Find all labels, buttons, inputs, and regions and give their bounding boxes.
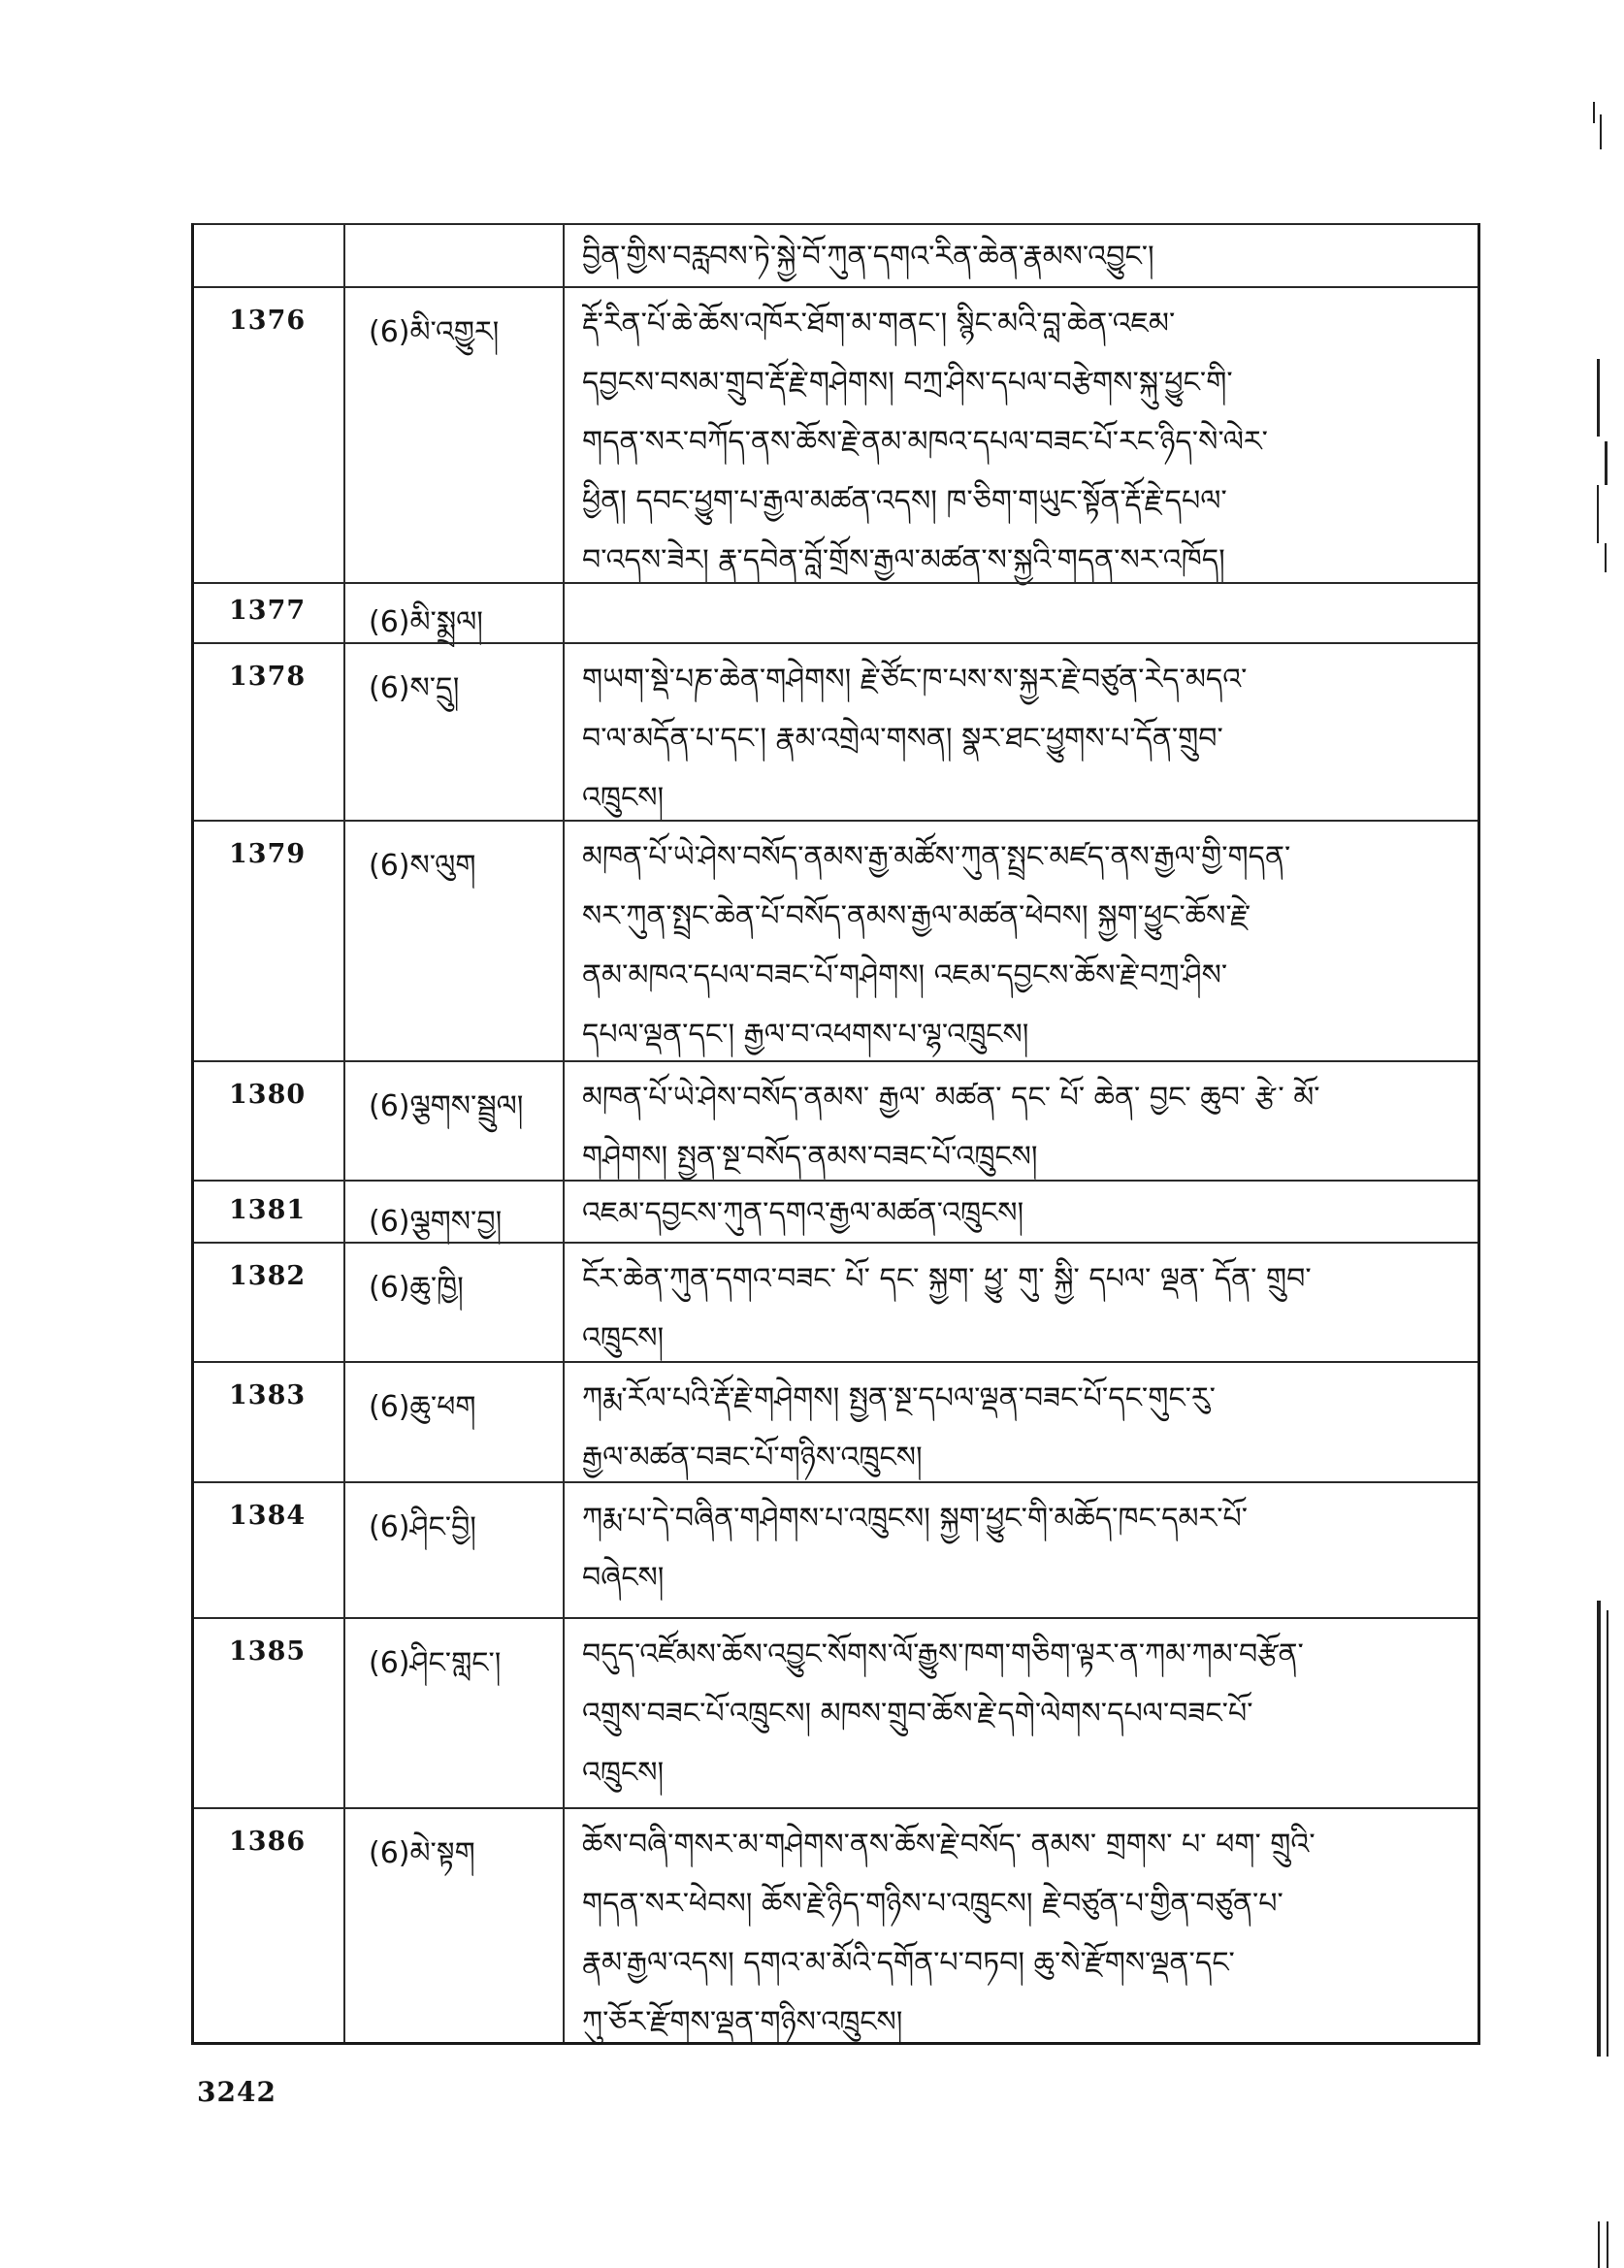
chronology-table [191, 223, 1480, 2045]
year-name: (6)ཤིང་བྱི། [369, 1510, 476, 1544]
entry-text [582, 1068, 1468, 1186]
year-name: (6)ལྕགས་བྱ། [369, 1205, 503, 1239]
entry-line: ཀུ་ཅོར་རྫོགས་ལྡན་གཉིས་འཁྲུངས། [582, 2005, 903, 2039]
entry-text [582, 227, 1468, 286]
entry-line: སར་ཀུན་སྤྲང་ཆེན་པོ་བསོད་ནམས་རྒྱལ་མཚན་ཕེབས། སྐྱག་ཕྱུང་ཆོས་རྗེ་ [582, 899, 1251, 933]
table-row [194, 642, 1478, 820]
entry-line: དབྱངས་བསམ་གྲུབ་རྡོ་རྗེ་གཤེགས། བཀྲ་ཤིས་དཔལ་བརྩེགས་སྐུ་ཕྱུང་གི་ [582, 366, 1233, 400]
year-name: (6)ཆུ་ཁྱི། [369, 1271, 464, 1305]
table-row [194, 1617, 1478, 1807]
entry-line: འཇམ་དབྱངས་ཀུན་དགའ་རྒྱལ་མཚན་འཁྲུངས། [582, 1196, 1024, 1230]
table-row [194, 1060, 1478, 1180]
scan-edge-marks [1546, 0, 1624, 2268]
year-number: 1376 [229, 306, 307, 336]
year-name: (6)ཆུ་ཕག [369, 1390, 476, 1424]
table-row [194, 223, 1478, 286]
entry-line: གདན་སར་བཀོད་ནས་ཆོས་རྗེ་ནམ་མཁའ་དཔལ་བཟང་པོ་རང་ཉིད་སེ་ལེར་ [582, 425, 1268, 459]
entry-text [582, 294, 1468, 590]
entry-line: བ་འདས་ཟེར། རྣ་དབེན་བློ་གྲོས་རྒྱལ་མཚན་ས་སྐྱའི་གདན་སར་འཁོད། [582, 543, 1225, 577]
entry-line: ཆོས་བཞི་གསར་མ་གཤེགས་ནས་ཆོས་རྗེ་བསོད་ ནམས་ གྲགས་ པ་ ཕག་ གྲུའི་ [582, 1828, 1315, 1862]
table-row [194, 1481, 1478, 1617]
entry-text [582, 1369, 1468, 1487]
entry-line: རྡོ་རིན་པོ་ཆེ་ཆོས་འཁོར་ཐོག་མ་གནང་། སྙིང་མའི་བླ་ཆེན་འཇམ་ [582, 307, 1176, 340]
entry-line: བ་ལ་མདོན་པ་དང་། རྣམ་འགྲེལ་གསན། སྣར་ཐང་ཕྱུགས་པ་དོན་གྲུབ་ [582, 722, 1223, 756]
year-number: 1379 [229, 839, 307, 869]
entry-text [582, 1625, 1468, 1802]
entry-text [582, 1815, 1468, 2052]
table-row [194, 286, 1478, 582]
year-name: (6)མི་སྨྲལ། [369, 605, 483, 639]
year-number: 1383 [229, 1380, 307, 1410]
entry-text [582, 1249, 1468, 1368]
year-name: (6)ཤིང་གླང་། [369, 1646, 502, 1680]
table-row [194, 1361, 1478, 1481]
year-name: (6)ས་ལུག [369, 849, 476, 883]
entry-line: རྣམ་རྒྱལ་འདས། དགའ་མ་མོའི་དགོན་པ་བཏབ། ཆུ་སེ་རྫོགས་ལྡན་དང་ [582, 1946, 1235, 1980]
table-row [194, 820, 1478, 1060]
entry-line: མཁན་པོ་ཡེ་ཤེས་བསོད་ནམས་ རྒྱལ་ མཚན་ དང་ པོ་ ཆེན་ བྱང་ ཆུབ་ རྩེ་ མོ་ [582, 1081, 1320, 1115]
entry-text [582, 1489, 1468, 1607]
entry-line: བྱིན་གྱིས་བརླབས་ཏེ་སྐྱེ་བོ་ཀུན་དགའ་རིན་ཆེན་རྣམས་འབྱུང་། [582, 240, 1154, 274]
year-name: (6)མེ་སྟག [369, 1836, 475, 1870]
entry-line: ཀརྨ་པ་དེ་བཞིན་གཤེགས་པ་འཁྲུངས། སྐྱག་ཕྱུང་གི་མཆོད་ཁང་དམར་པོ་ [582, 1502, 1249, 1536]
entry-line: འགྲུས་བཟང་པོ་འཁྲུངས། མཁས་གྲུབ་ཆོས་རྗེ་དགེ་ལེགས་དཔལ་བཟང་པོ་ [582, 1697, 1253, 1731]
year-number: 1386 [229, 1827, 307, 1857]
year-number: 1382 [229, 1261, 307, 1291]
entry-line: བདུད་འཛོམས་ཆོས་འབྱུང་སོགས་ལོ་རྒྱུས་ཁག་གཅིག་ལྟར་ན་ཀམ་ཀམ་བརྩོན་ [582, 1637, 1304, 1671]
entry-line: རྒྱལ་མཚན་བཟང་པོ་གཉིས་འཁྲུངས། [582, 1441, 923, 1474]
entry-line: མཁན་པོ་ཡེ་ཤེས་བསོད་ནམས་རྒྱ་མཚོས་ཀུན་སྤྲང་མཛད་ནས་རྒྱལ་གྱི་གདན་ [582, 840, 1291, 874]
year-name: (6)མི་འགྱུར། [369, 315, 500, 349]
table-row [194, 1242, 1478, 1361]
entry-line: གཤེགས། སྤྱན་སྔ་བསོད་ནམས་བཟང་པོ་འཁྲུངས། [582, 1140, 1038, 1174]
table-row [194, 1180, 1478, 1242]
year-number: 1381 [229, 1195, 307, 1225]
entry-text [582, 827, 1468, 1064]
entry-line: ངོར་ཆེན་ཀུན་དགའ་བཟང་ པོ་ དང་ སྐྱག་ ཕྱུ་ གུ་ སྐྱི་ དཔལ་ ལྡན་ དོན་ གྲུབ་ [582, 1262, 1312, 1296]
entry-line: ཀརྨ་རོལ་པའི་རྡོ་རྗེ་གཤེགས། སྤྱན་སྔ་དཔལ་ལྡན་བཟང་པོ་དང་གུང་རུ་ [582, 1381, 1216, 1415]
year-name: (6)ལྕགས་སྦྲུལ། [369, 1089, 524, 1123]
entry-line: འཁྲུངས། [582, 1321, 665, 1355]
entry-line: འཁྲུངས། [582, 781, 665, 815]
year-number: 1385 [229, 1636, 307, 1667]
year-number: 1380 [229, 1080, 307, 1110]
entry-line: འཁྲུངས། [582, 1756, 665, 1790]
entry-line: དཔལ་ལྡན་དང་། རྒྱལ་བ་འཕགས་པ་ལྷ་འཁྲུངས། [582, 1018, 1029, 1052]
page-number: 3242 [197, 2076, 276, 2108]
entry-line: ནམ་མཁའ་དཔལ་བཟང་པོ་གཤེགས། འཇམ་དབྱངས་ཆོས་རྗེ་བཀྲ་ཤིས་ [582, 958, 1228, 992]
table-row [194, 1807, 1478, 2045]
entry-text [582, 650, 1468, 827]
year-name: (6)ས་དྲུ། [369, 671, 460, 705]
table-row [194, 582, 1478, 642]
entry-text [582, 1183, 1468, 1243]
entry-line: གདན་སར་ཕེབས། ཆོས་རྗེ་ཉིད་གཉིས་པ་འཁྲུངས། རྗེ་བཙུན་པ་གྱིན་བཙུན་པ་ [582, 1887, 1283, 1921]
year-number: 1378 [229, 662, 307, 692]
year-number: 1384 [229, 1501, 307, 1531]
entry-line: གཡག་སྡེ་པཎ་ཆེན་གཤེགས། རྗེ་ཙོང་ཁ་པས་ས་སྐྱར་རྗེ་བཙུན་རེད་མདའ་ [582, 663, 1248, 697]
entry-line: བཞེངས། [582, 1561, 665, 1595]
entry-line: ཕྱིན། དབང་ཕྱུག་པ་རྒྱལ་མཚན་འདས། ཁ་ཅིག་གཡུང་སྟོན་རྡོ་རྗེ་དཔལ་ [582, 484, 1227, 518]
year-number: 1377 [229, 596, 307, 626]
